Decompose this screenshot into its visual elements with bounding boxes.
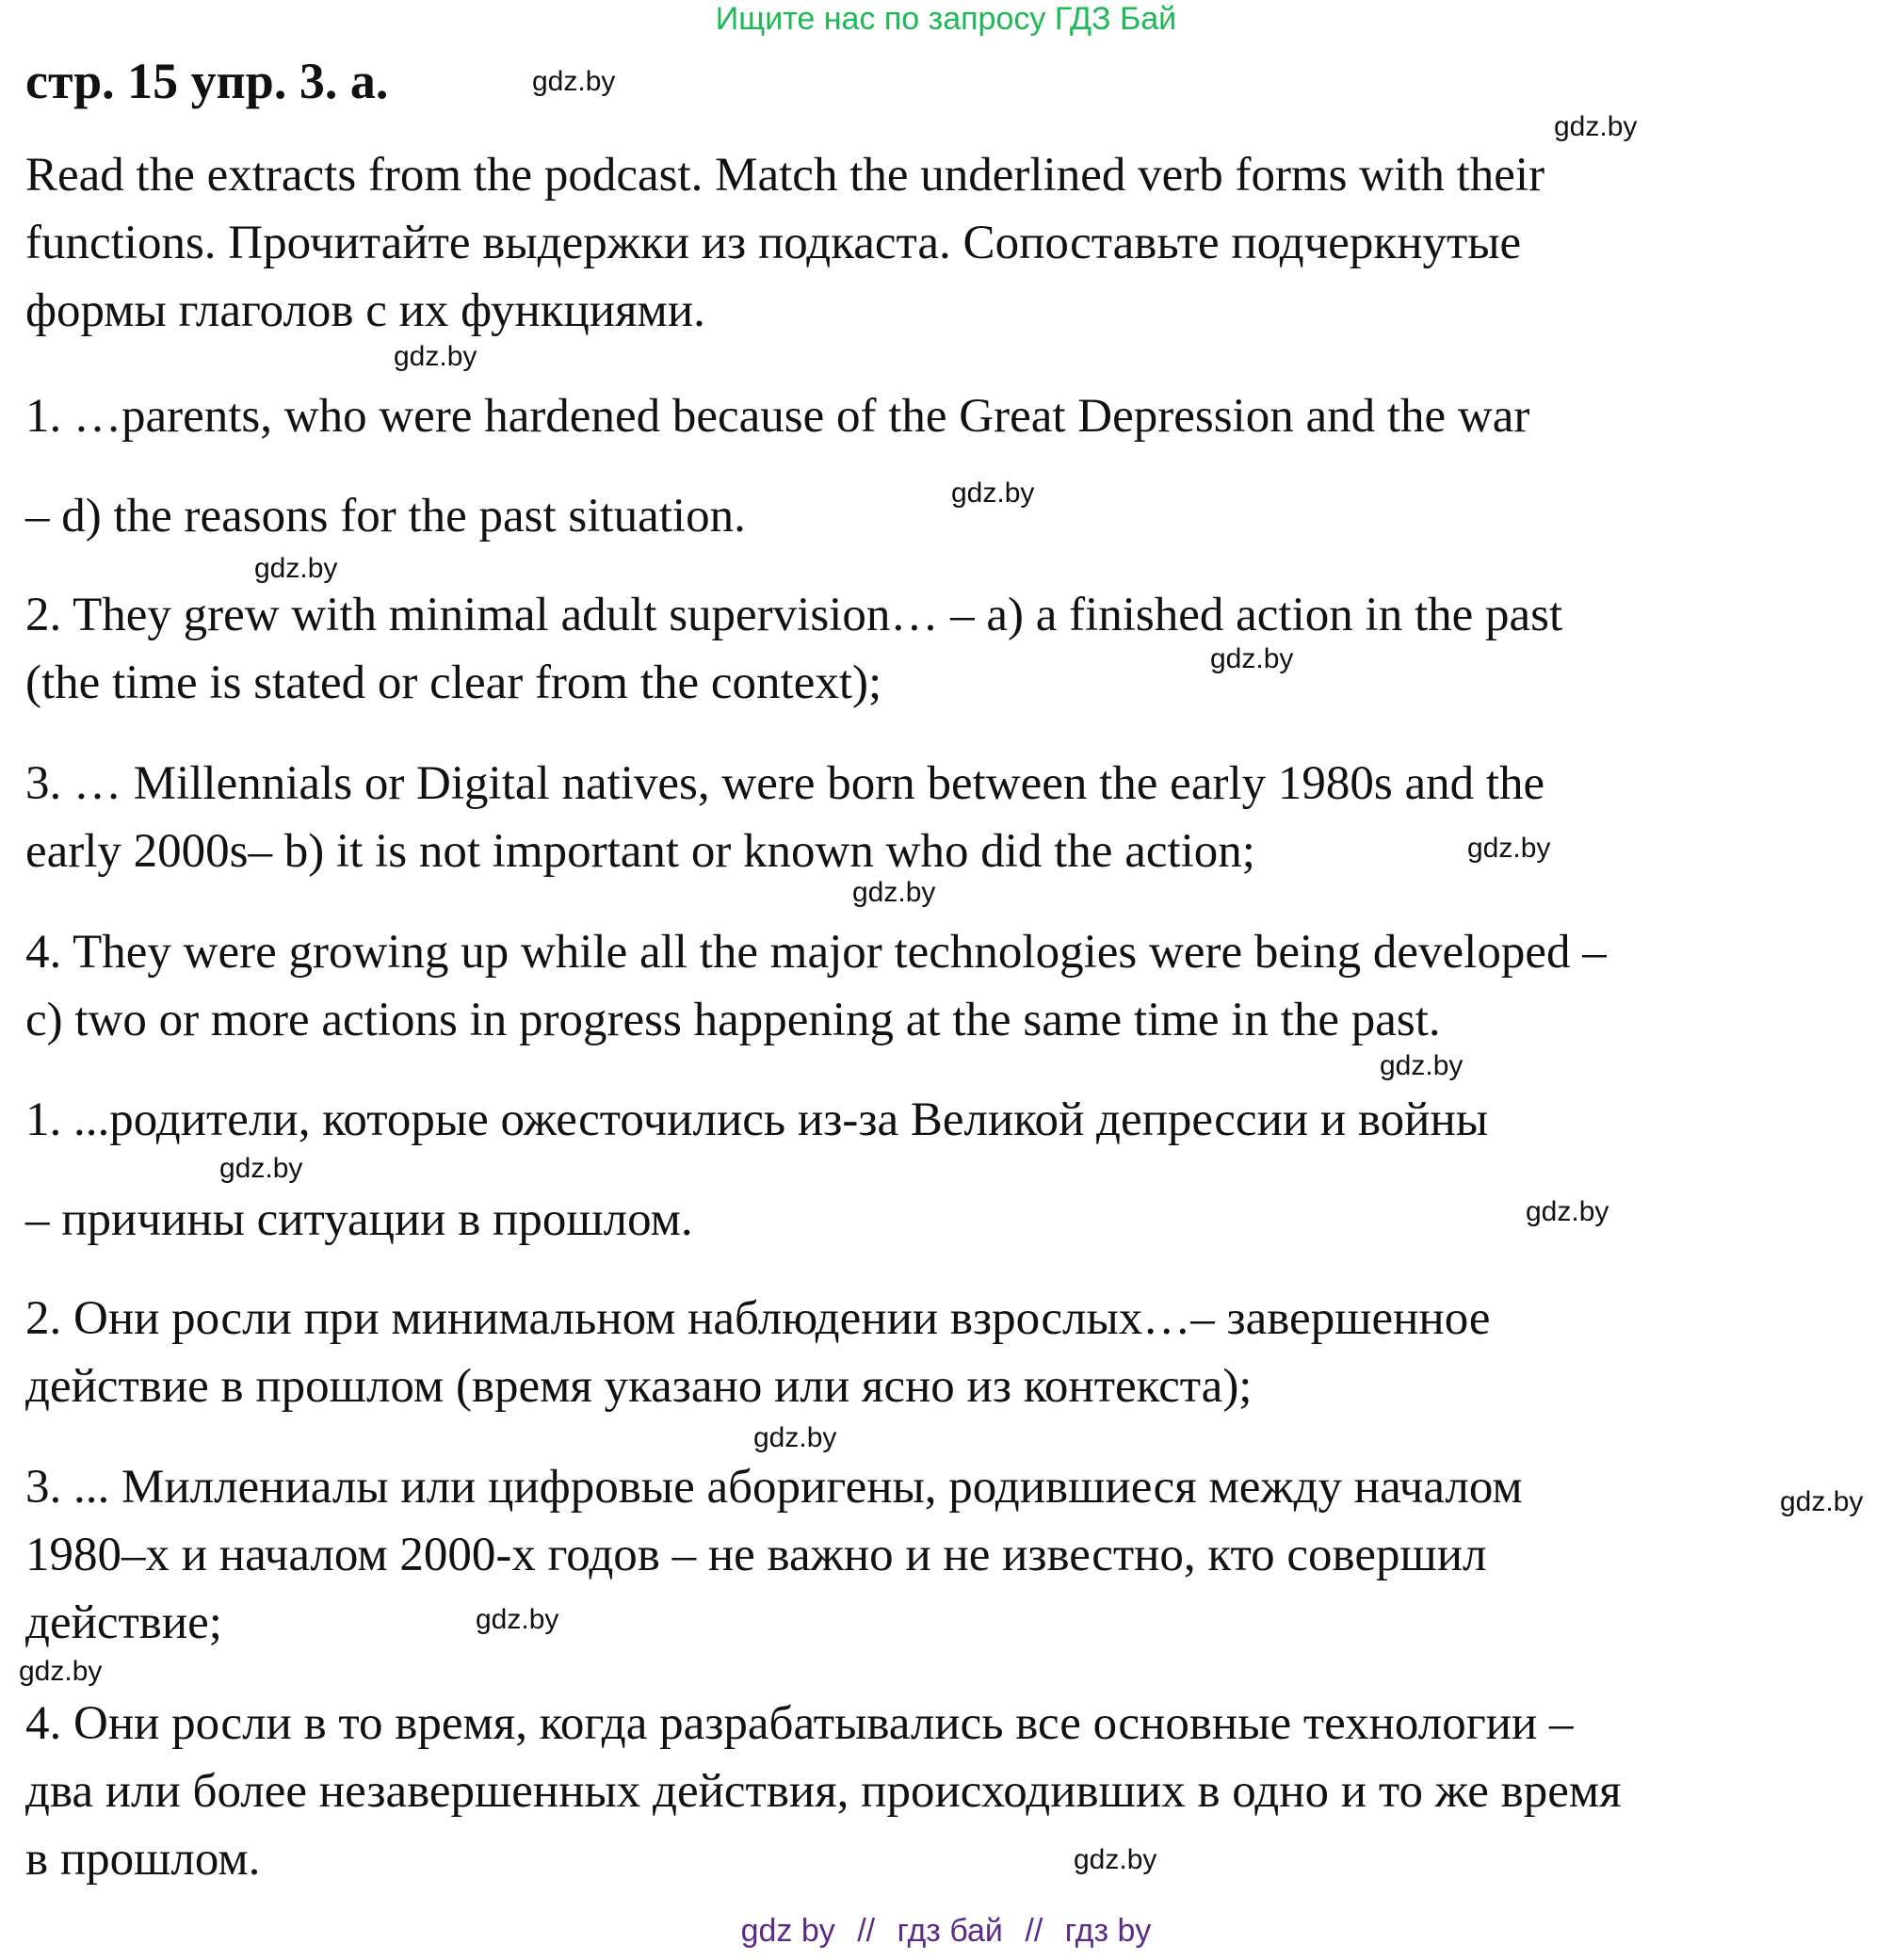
watermark: gdz.by [394, 341, 477, 372]
instructions-paragraph [25, 141, 1871, 345]
footer-separator: // [857, 1913, 876, 1949]
watermark: gdz.by [476, 1604, 559, 1635]
english-item-4-line: c) two or more actions in progress happening at the same time in the past. [25, 994, 1441, 1046]
english-item-3 [25, 750, 1871, 885]
russian-item-2-line: действие в прошлом (время указано или ясно из контекста); [25, 1360, 1253, 1413]
russian-item-2-line: 2. Они росли при минимальном наблюдении взрослых…– завершенное [25, 1292, 1491, 1345]
russian-item-1-answer-text: – причины ситуации в прошлом. [25, 1193, 693, 1246]
watermark: gdz.by [1554, 111, 1638, 142]
footer-separator: // [1025, 1913, 1043, 1949]
english-item-1-answer-text: – d) the reasons for the past situation. [25, 490, 746, 543]
watermark: gdz.by [1467, 833, 1551, 864]
footer-links [0, 1912, 1892, 1950]
english-item-2 [25, 581, 1871, 717]
english-item-4 [25, 918, 1871, 1054]
russian-item-3-line: 3. ... Миллениалы или цифровые аборигены, родившиеся между началом [25, 1461, 1523, 1514]
english-item-2-line: 2. They grew with minimal adult supervision… – a) a finished action in the past [25, 589, 1563, 641]
russian-item-1-text: 1. ...родители, которые ожесточились из-за Великой депрессии и войны [25, 1093, 1489, 1146]
watermark: gdz.by [1780, 1486, 1864, 1517]
footer-link-gdz-by[interactable]: gdz by [740, 1913, 835, 1949]
russian-item-1 [25, 1086, 1871, 1154]
watermark: gdz.by [532, 66, 616, 97]
footer-link-gdz-bai[interactable]: гдз бай [897, 1913, 1003, 1949]
english-item-1 [25, 382, 1871, 450]
russian-item-4 [25, 1690, 1871, 1893]
watermark: gdz.by [219, 1153, 303, 1184]
watermark: gdz.by [753, 1422, 837, 1453]
english-item-4-line: 4. They were growing up while all the major technologies were being developed – [25, 926, 1607, 979]
page-title: стр. 15 упр. 3. а. [25, 53, 389, 109]
instructions-line: functions. Прочитайте выдержки из подкаста. Сопоставьте подчеркнутые [25, 217, 1522, 269]
english-item-1-text: 1. …parents, who were hardened because of the Great Depression and the war [25, 390, 1530, 443]
search-banner: Ищите нас по запросу ГДЗ Бай [715, 1, 1177, 37]
watermark: gdz.by [951, 478, 1035, 509]
russian-item-4-line: 4. Они росли в то время, когда разрабатывались все основные технологии – [25, 1697, 1574, 1750]
english-item-3-line: early 2000s– b) it is not important or known who did the action; [25, 825, 1255, 878]
russian-item-3 [25, 1453, 1871, 1657]
footer-link-gdz-by-ru[interactable]: гдз by [1064, 1913, 1152, 1949]
russian-item-4-line: два или более незавершенных действия, происходивших в одно и то же время [25, 1765, 1622, 1818]
watermark: gdz.by [1526, 1196, 1609, 1227]
watermark: gdz.by [254, 553, 338, 584]
russian-item-2 [25, 1285, 1871, 1420]
watermark: gdz.by [852, 877, 936, 908]
english-item-2-line: (the time is stated or clear from the context); [25, 656, 882, 709]
watermark: gdz.by [1074, 1844, 1157, 1875]
english-item-1-answer [25, 482, 1871, 550]
watermark: gdz.by [1210, 643, 1294, 674]
watermark: gdz.by [19, 1656, 103, 1687]
russian-item-3-line: действие; [25, 1596, 222, 1649]
instructions-line: Read the extracts from the podcast. Match the underlined verb forms with their [25, 149, 1545, 202]
russian-item-4-line: в прошлом. [25, 1833, 261, 1886]
watermark: gdz.by [1380, 1050, 1463, 1081]
english-item-3-line: 3. … Millennials or Digital natives, were born between the early 1980s and the [25, 757, 1545, 810]
instructions-line: формы глаголов с их функциями. [25, 284, 705, 337]
russian-item-3-line: 1980–х и началом 2000-х годов – не важно и не известно, кто совершил [25, 1529, 1487, 1581]
